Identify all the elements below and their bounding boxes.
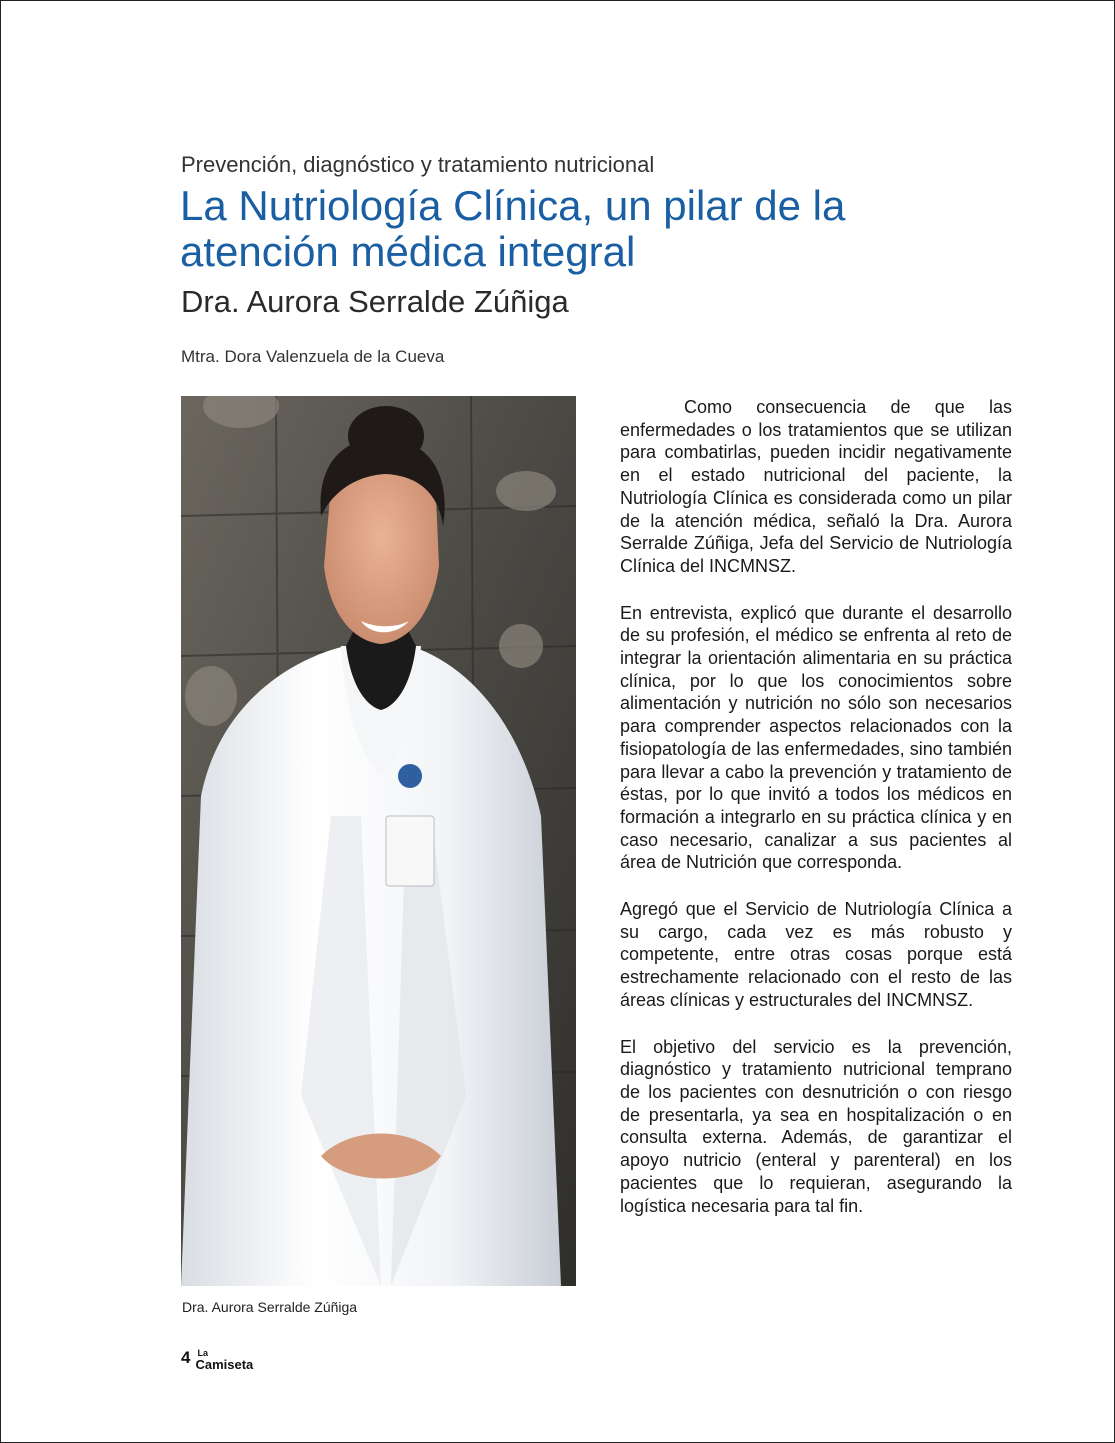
article-kicker: Prevención, diagnóstico y tratamiento nutricional xyxy=(181,152,655,177)
photo-caption: Dra. Aurora Serralde Zúñiga xyxy=(182,1299,358,1315)
body-paragraph: En entrevista, explicó que durante el desarrollo de su profesión, el médico se enfrenta al reto de integrar la orientación alimentaria en su práctica clínica, por lo que los conocimientos sobre alimentación y nutrición no sólo son necesarios para comprender aspectos relacionados con la fisiopatología de las enfermedades, sino también para llevar a cabo la prevención y tratamiento de éstas, por lo que invitó a todos los médicos en formación a integrarlo en su práctica clínica y en caso necesario, canalizar a sus pacientes al área de Nutrición que corresponda. xyxy=(620,602,1012,873)
article-headline: La Nutriología Clínica, un pilar de la atención médica integral xyxy=(180,182,846,275)
article-subject-name: Dra. Aurora Serralde Zúñiga xyxy=(181,284,569,319)
page-number: 4 xyxy=(181,1348,191,1367)
article-author: Mtra. Dora Valenzuela de la Cueva xyxy=(181,347,445,366)
portrait-photo xyxy=(181,396,576,1286)
article-body xyxy=(620,396,1012,1241)
body-paragraph: El objetivo del servicio es la prevención, diagnóstico y tratamiento nutricional temprano de los pacientes con desnutrición o con riesgo de presentarla, ya sea en hospitalización o en consulta externa. Además, de garantizar el apoyo nutricio (enteral y parenteral) en los pacientes que lo requieran, asegurando la logística necesaria para tal fin. xyxy=(620,1036,1012,1216)
publication-name-prefix: La xyxy=(197,1348,208,1358)
publication-name xyxy=(195,1348,253,1372)
page-footer xyxy=(181,1348,253,1372)
body-paragraph: Como consecuencia de que las enfermedades o los tratamientos que se utilizan para combatirlas, pueden incidir negativamente en el estado nutricional del paciente, la Nutriología Clínica es considerada como un pilar de la atención médica, señaló la Dra. Aurora Serralde Zúñiga, Jefa del Servicio de Nutriología Clínica del INCMNSZ. xyxy=(620,397,1012,576)
body-paragraph: Agregó que el Servicio de Nutriología Clínica a su cargo, cada vez es más robusto y competente, entre otras cosas porque está estrechamente relacionado con el resto de las áreas clínicas y estructurales del INCMNSZ. xyxy=(620,899,1012,1010)
publication-name-main: Camiseta xyxy=(195,1357,254,1372)
